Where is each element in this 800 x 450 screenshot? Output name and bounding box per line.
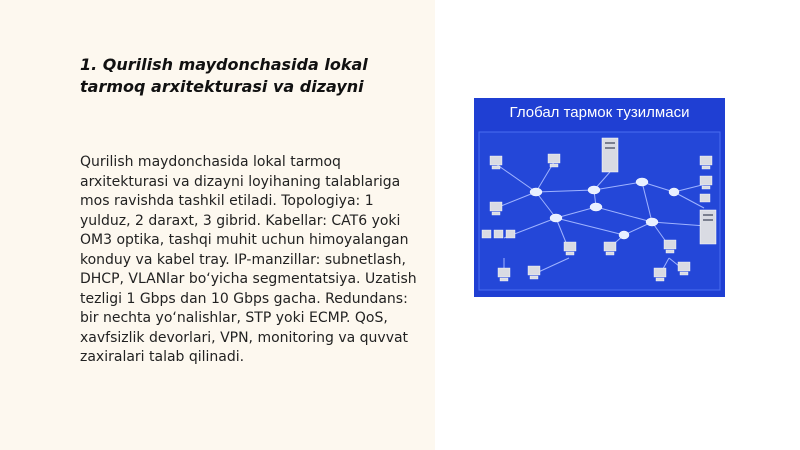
diagram-title: Глобал тармок тузилмаси (509, 104, 690, 121)
slide-title: 1. Qurilish maydonchasida lokal tarmoq arxitekturasi va dizayni (80, 55, 368, 96)
network-diagram-graphic (474, 98, 725, 297)
slide-body-text: Qurilish maydonchasida lokal tarmoq arxitekturasi va dizayni loyihaning talablariga mos ravishda tashkil etiladi. Topologiya: 1 yulduz, 2 daraxt, 3 gibrid. Kabellar: CAT6 yoki OM3 optika, tashqi muhit uchun himoyalangan konduy va kabel tray. IP-manzillar: subnetlash, DHCP, VLANlar bo‘yicha segmentatsiya. Uzatish tezligi 1 Gbps dan 10 Gbps gacha. Redundans: bir nechta yo‘nalishlar, STP yoki ECMP. QoS, xavfsizlik devorlari, VPN, monitoring va quvvat zaxiralari talab qilinadi. (80, 154, 417, 365)
network-diagram-image (474, 98, 725, 297)
